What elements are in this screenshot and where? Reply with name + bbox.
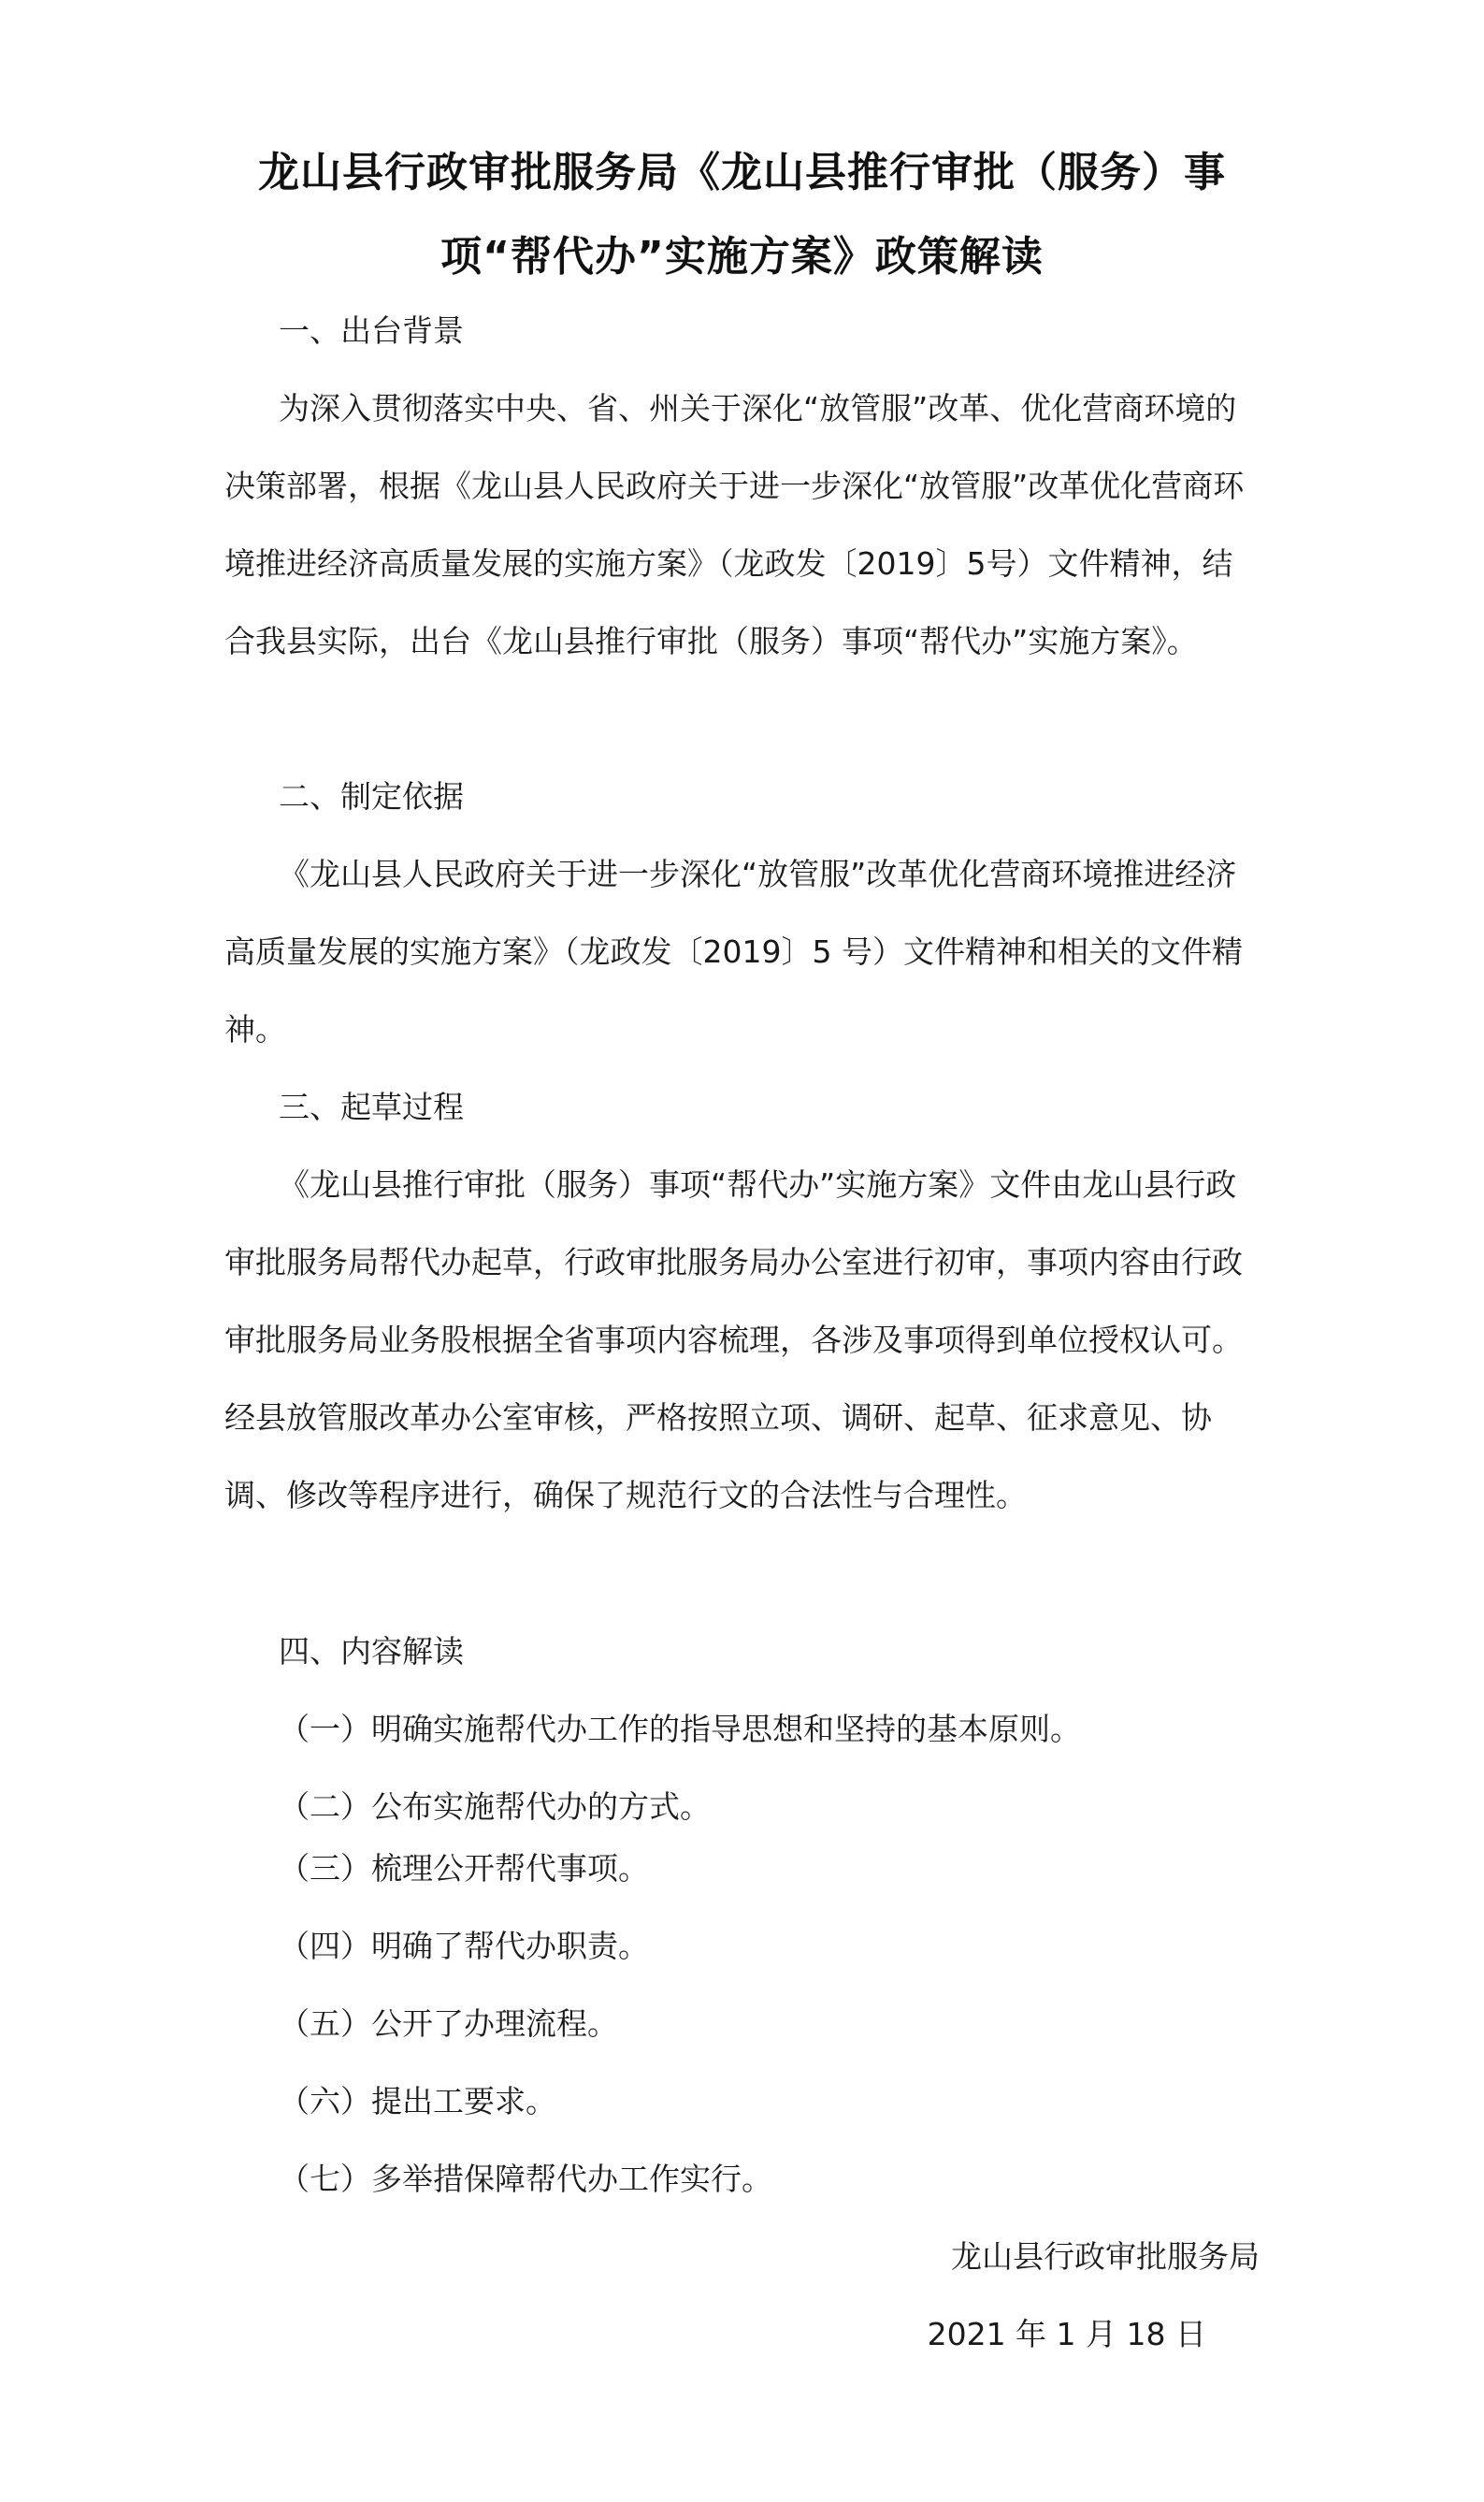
list-item: （一）明确实施帮代办工作的指导思想和坚持的基本原则。 xyxy=(279,1711,1081,1747)
section-heading-interpretation: 四、内容解读 xyxy=(279,1633,464,1670)
signature-organization: 龙山县行政审批服务局 xyxy=(951,2238,1260,2275)
section-heading-drafting: 三、起草过程 xyxy=(279,1089,464,1125)
section-body-drafting: 《龙山县推行审批（服务）事项“帮代办”实施方案》文件由龙山县行政审批服务局帮代办起草，行政审批服务局办公室进行初审，事项内容由行政审批服务局业务股根据全省事项内容梳理，各涉及事项得到单位授权认可。经县放管服改革办公室审核，严格按照立项、调研、起草、征求意见、协调、修改等程序进行，确保了规范行文的合法性与合理性。 xyxy=(224,1166,1243,1513)
list-item: （五）公开了办理流程。 xyxy=(279,2005,618,2042)
list-item: （六）提出工要求。 xyxy=(279,2083,556,2119)
list-item: （四）明确了帮代办职责。 xyxy=(279,1928,649,1964)
section-heading-background: 一、出台背景 xyxy=(279,312,464,349)
list-item: （三）梳理公开帮代事项。 xyxy=(279,1850,649,1887)
title-line-2: 项“帮代办”实施方案》政策解读 xyxy=(440,233,1044,281)
section-body-basis: 《龙山县人民政府关于进一步深化“放管服”改革优化营商环境推进经济高质量发展的实施方案》（龙政发〔2019〕5 号）文件精神和相关的文件精神。 xyxy=(224,856,1243,1048)
list-item: （七）多举措保障帮代办工作实行。 xyxy=(279,2161,772,2197)
section-heading-basis: 二、制定依据 xyxy=(279,778,464,815)
list-item: （二）公布实施帮代办的方式。 xyxy=(279,1788,711,1825)
signature-date: 2021 年 1 月 18 日 xyxy=(927,2316,1206,2352)
document-title xyxy=(220,131,1264,299)
section-body-background: 为深入贯彻落实中央、省、州关于深化“放管服”改革、优化营商环境的决策部署，根据《龙山县人民政府关于进一步深化“放管服”改革优化营商环境推进经济高质量发展的实施方案》（龙政发〔2019〕5号）文件精神，结合我县实际，出台《龙山县推行审批（服务）事项“帮代办”实施方案》。 xyxy=(224,390,1245,659)
title-line-1: 龙山县行政审批服务局《龙山县推行审批（服务）事 xyxy=(258,149,1226,196)
